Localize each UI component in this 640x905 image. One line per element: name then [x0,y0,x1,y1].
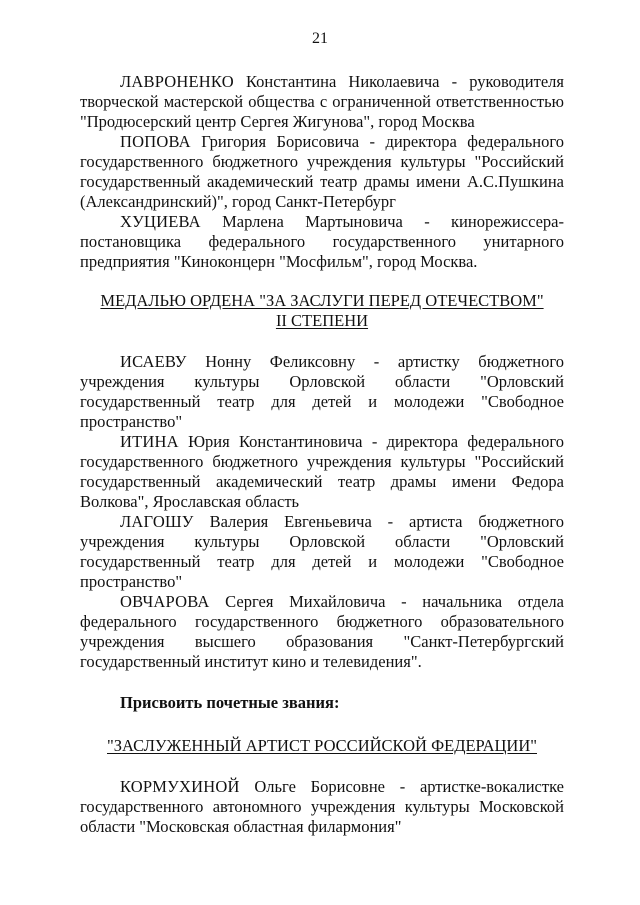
recipient-details: Сергея Михайловича - начальника отдела федерального государственного бюджетного образовательного учреждения высшего образования "Санкт-Петербургский государственный институт кино и телевидения". [80,592,564,671]
assign-titles-heading: Присвоить почетные звания: [120,693,340,712]
award-entry [80,132,564,212]
award-entry [80,352,564,432]
medal-heading-line2: II СТЕПЕНИ [275,311,369,330]
page-number: 21 [312,30,328,47]
recipient-surname: КОРМУХИНОЙ [120,777,240,796]
recipient-details: Григория Борисовича - директора федерального государственного бюджетного учреждения культуры "Российский государственный академический театр драмы имени А.С.Пушкина (Александринский)", город Санкт-Петербург [80,132,564,211]
document-body [80,72,564,837]
honorary-title-heading [80,736,564,756]
award-entry [80,72,564,132]
medal-heading-line1: МЕДАЛЬЮ ОРДЕНА "ЗА ЗАСЛУГИ ПЕРЕД ОТЕЧЕСТВОМ" [100,291,544,310]
recipient-details: Марлена Мартыновича - кинорежиссера-постановщика федерального государственного унитарного предприятия "Киноконцерн "Мосфильм", город Москва. [80,212,564,271]
award-entry [80,592,564,672]
award-entry [80,512,564,592]
recipient-surname: ЛАВРОНЕНКО [120,72,234,91]
award-entry [80,777,564,837]
recipient-details: Константина Николаевича - руководителя творческой мастерской общества с ограниченной ответственностью "Продюсерский центр Сергея Жигунова", город Москва [80,72,564,131]
honorary-title-text: "ЗАСЛУЖЕННЫЙ АРТИСТ РОССИЙСКОЙ ФЕДЕРАЦИИ" [107,736,537,755]
recipient-details: Ольге Борисовне - артистке-вокалистке государственного автономного учреждения культуры Московской области "Московская областная филармония" [80,777,564,836]
recipient-details: Юрия Константиновича - директора федерального государственного бюджетного учреждения культуры "Российский государственный академический театр драмы имени Федора Волкова", Ярославская область [80,432,565,511]
recipient-surname: ЛАГОШУ [120,512,194,531]
recipient-surname: ПОПОВА [120,132,191,151]
award-entry [80,432,564,512]
medal-heading [80,291,564,331]
recipient-surname: ИСАЕВУ [120,352,187,371]
recipient-surname: ХУЦИЕВА [120,212,201,231]
recipient-surname: ИТИНА [120,432,179,451]
award-entry [80,212,564,272]
recipient-details: Нонну Феликсовну - артистку бюджетного учреждения культуры Орловской области "Орловский государственный театр для детей и молодежи "Свободное пространство" [80,352,564,431]
recipient-surname: ОВЧАРОВА [120,592,210,611]
recipient-details: Валерия Евгеньевича - артиста бюджетного учреждения культуры Орловской области "Орловский государственный театр для детей и молодежи "Свободное пространство" [80,512,565,591]
